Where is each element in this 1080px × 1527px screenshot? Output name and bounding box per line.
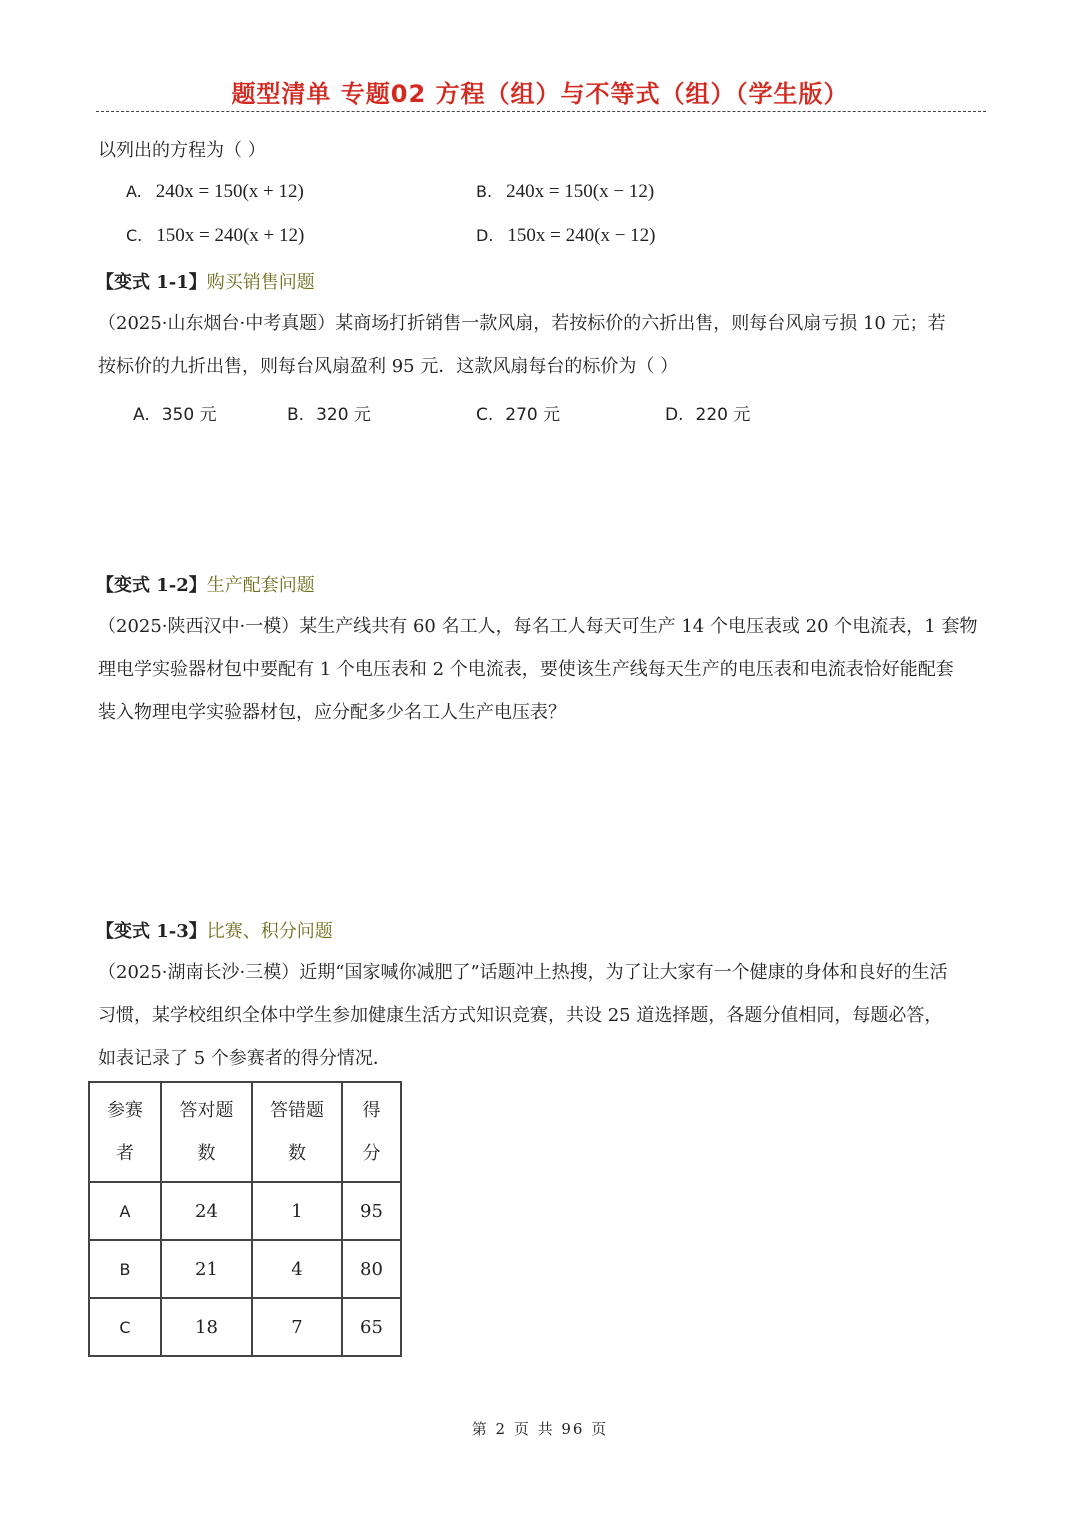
variant-1-3-line-3: 如表记录了 5 个参赛者的得分情况． (98, 1048, 391, 1069)
option-text: 320 元 (316, 405, 371, 425)
page-number: 第 2 页 共 96 页 (471, 1420, 609, 1438)
option-text: 350 元 (161, 405, 217, 425)
table-cell: A (89, 1182, 161, 1240)
header-line: 分 (362, 1143, 381, 1164)
option-b (476, 181, 654, 203)
variant-1-1-line-2: 按标价的九折出售，则每台风扇盈利 95 元．这款风扇每台的标价为（ ） (98, 356, 679, 377)
table-cell: 95 (342, 1182, 401, 1240)
option-d (476, 225, 656, 247)
option-letter: B. (476, 182, 493, 201)
variant-topic: 比赛、积分问题 (206, 921, 333, 942)
table-cell: 21 (161, 1240, 252, 1298)
header-line: 数 (288, 1143, 306, 1164)
variant-1-3-line-2: 习惯，某学校组织全体中学生参加健康生活方式知识竞赛，共设 25 道选择题，各题分值相同，每题必答， (98, 1005, 943, 1026)
variant-topic: 购买销售问题 (206, 272, 315, 293)
option-b (287, 400, 371, 425)
table-cell: 1 (252, 1182, 342, 1240)
header-line: 答错题 (270, 1100, 324, 1121)
table-cell: B (89, 1240, 161, 1298)
table-row (89, 1298, 401, 1356)
variant-1-2-line-1: （2025·陕西汉中·一模）某生产线共有 60 名工人，每名工人每天可生产 14 个电压表或 20 个电流表，1 套物 (98, 616, 978, 637)
header-line: 者 (116, 1143, 134, 1164)
option-letter: D. (476, 226, 494, 245)
variant-1-3-line-1: （2025·湖南长沙·三模）近期“国家喊你减肥了”话题冲上热搜，为了让大家有一个健康的身体和良好的生活 (98, 962, 948, 983)
variant-1-3-heading (96, 917, 333, 943)
header-line: 答对题 (179, 1100, 234, 1121)
option-letter: C. (476, 405, 494, 425)
variant-1-2-heading (96, 571, 315, 597)
header-line: 得 (362, 1100, 381, 1121)
table-row (89, 1240, 401, 1298)
option-d (665, 400, 750, 425)
table-cell: 24 (161, 1182, 252, 1240)
table-cell: 7 (252, 1298, 342, 1356)
option-equation: 150x = 240(x − 12) (507, 225, 656, 246)
variant-1-2-line-3: 装入物理电学实验器材包，应分配多少名工人生产电压表？ (98, 702, 566, 723)
variant-tag: 【变式 1-1】 (96, 272, 207, 293)
option-letter: C. (126, 226, 143, 245)
option-letter: A. (126, 182, 142, 201)
header-line: 参赛 (107, 1100, 143, 1121)
option-a (133, 400, 217, 425)
option-c (126, 225, 304, 247)
variant-1-2-line-2: 理电学实验器材包中要配有 1 个电压表和 2 个电流表，要使该生产线每天生产的电压表和电流表恰好能配套 (98, 659, 954, 680)
header-cell (161, 1082, 252, 1182)
header-cell (89, 1082, 161, 1182)
table-cell: C (89, 1298, 161, 1356)
score-table (88, 1081, 402, 1357)
option-letter: B. (287, 405, 305, 425)
header-cell (252, 1082, 342, 1182)
table-cell: 18 (161, 1298, 252, 1356)
option-letter: A. (133, 405, 150, 425)
table-cell: 4 (252, 1240, 342, 1298)
header-divider (96, 111, 986, 112)
option-equation: 240x = 150(x − 12) (506, 181, 655, 202)
variant-1-1-line-1: （2025·山东烟台·中考真题）某商场打折销售一款风扇，若按标价的六折出售，则每台风扇亏损 10 元；若 (98, 313, 946, 334)
table-row (89, 1182, 401, 1240)
variant-tag: 【变式 1-2】 (96, 575, 207, 596)
option-text: 270 元 (505, 405, 561, 425)
header-cell (342, 1082, 401, 1182)
table-cell: 80 (342, 1240, 401, 1298)
option-equation: 240x = 150(x + 12) (155, 181, 304, 202)
header-line: 数 (197, 1143, 216, 1164)
option-letter: D. (665, 405, 684, 425)
option-text: 220 元 (695, 405, 751, 425)
table-header-row (89, 1082, 401, 1182)
option-equation: 150x = 240(x + 12) (156, 225, 305, 246)
document-title: 题型清单 专题02 方程（组）与不等式（组）（学生版） (231, 80, 849, 108)
variant-tag: 【变式 1-3】 (96, 921, 207, 942)
variant-1-1-heading (96, 268, 315, 294)
variant-topic: 生产配套问题 (206, 575, 315, 596)
table-cell: 65 (342, 1298, 401, 1356)
option-c (476, 400, 560, 425)
question-stem-tail: 以列出的方程为（ ） (98, 140, 266, 161)
option-a (126, 181, 304, 203)
